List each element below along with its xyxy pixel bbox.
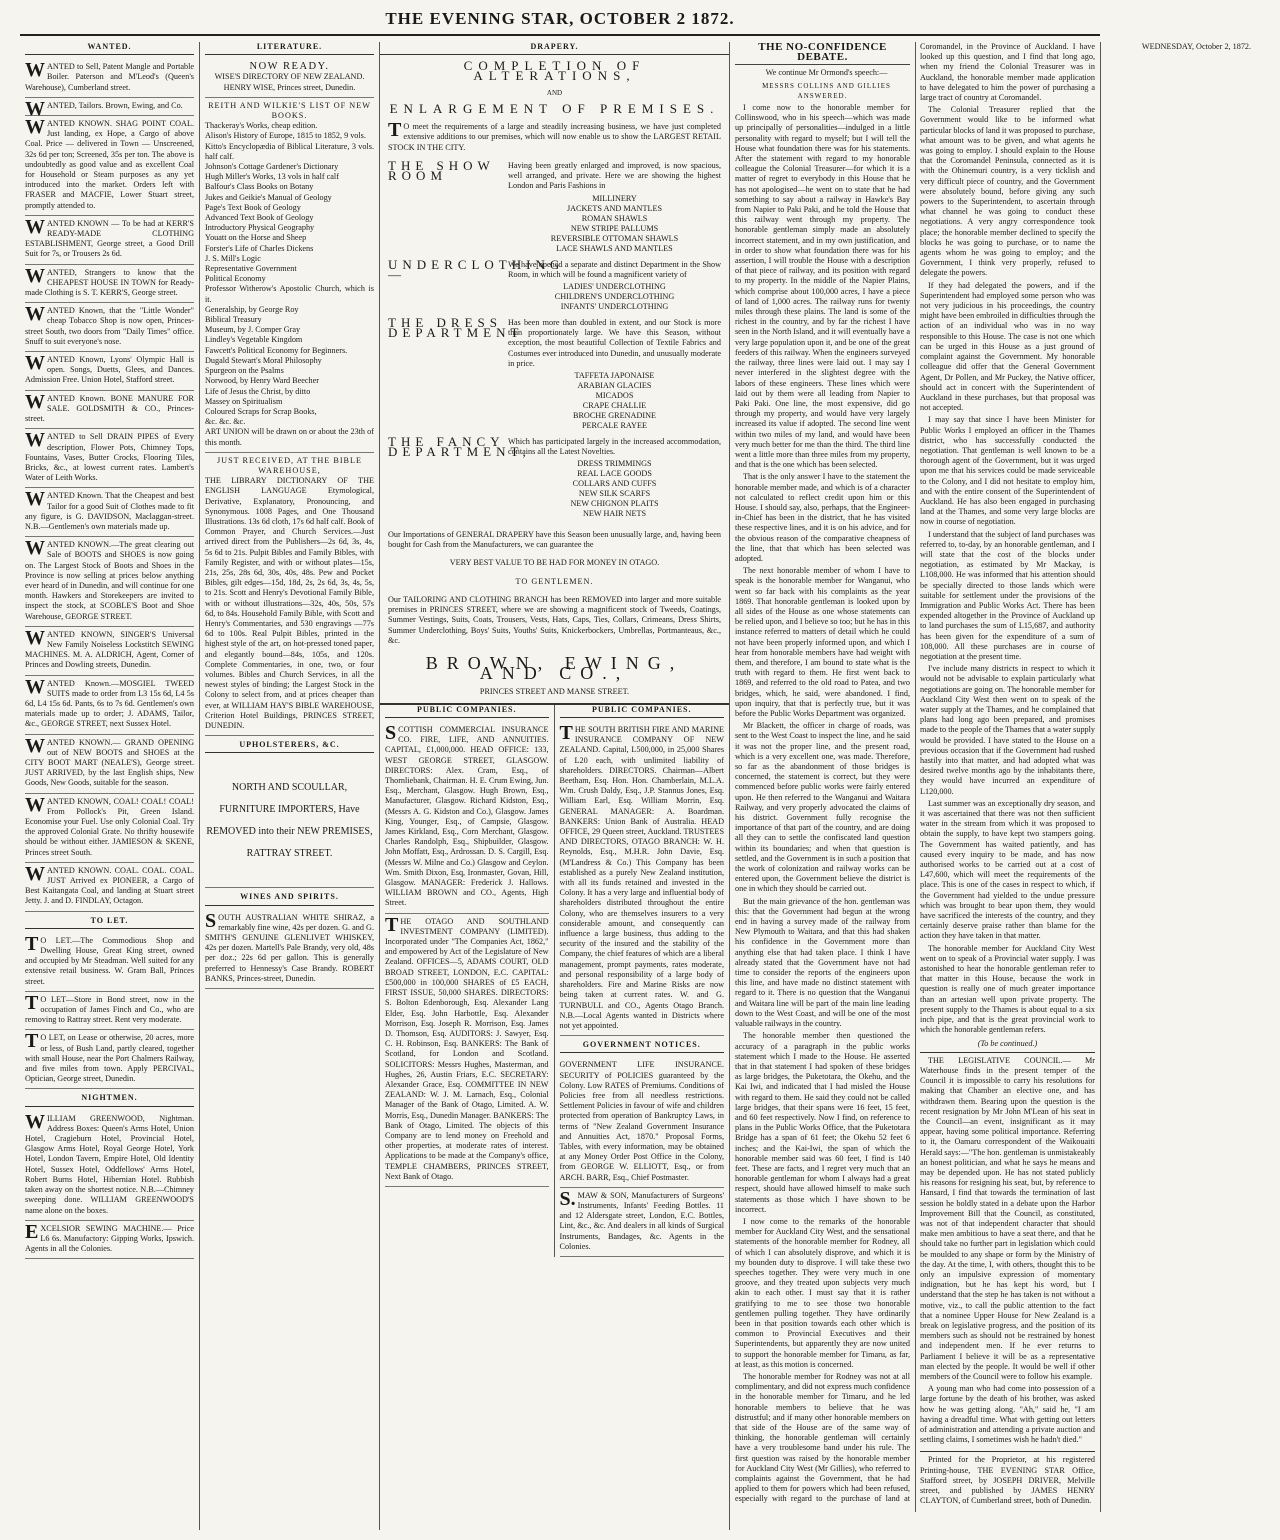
list-item: NEW SILK SCARFS — [578, 489, 651, 499]
list-item: COLLARS AND CUFFS — [572, 479, 657, 489]
book-item: Dugald Stewart's Moral Philosophy — [205, 355, 322, 365]
debate-paragraph: That is the only answer I have to the statement the honorable member made, and which is of a character not calculated to reflect credit upon him or this House. I should say, also, perhaps, that the Engineer-in-Chief has been in the district, that he has visited these respective lines, and it is on his advice, and for the obvious reason of the comparative cheapness of the line, that that which has been selected was adopted. — [735, 472, 910, 563]
book-item: Page's Text Book of Geology — [205, 202, 301, 212]
list-item: ARABIAN GLACIES — [577, 381, 652, 391]
book-item: Spurgeon on the Psalms — [205, 366, 284, 376]
list-item: INFANTS' UNDERCLOTHING — [560, 302, 669, 312]
wanted-ad: WANTED KNOWN. COAL. COAL. COAL. JUST Arrived ex PIONEER, a Cargo of Best Kaitangata Coal, and landing at Stuart street Jetty. J. and D. FINDLAY, Octagon. — [25, 863, 194, 912]
underclothing-list — [508, 282, 721, 312]
upholsterers-heading: UPHOLSTERERS, &C. — [205, 740, 374, 753]
to-let-ad: TO LET, on Lease or otherwise, 20 acres, more or less, of Bush Land, partly cleared, together with small House, near the Port Chalmers Railway, and five miles from town. Apply PERCIVAL, Optician, George street, Dunedin. — [25, 1030, 194, 1089]
book-item: Life of Jesus the Christ, by ditto — [205, 386, 311, 396]
public-companies — [380, 705, 729, 1257]
wanted-ad: WANTED to Sell DRAIN PIPES of Every description, Flower Pots, Chimney Tops, Fountains, Vases, Butter Crocks, Flooring Tiles, Bricks, &c., at lowest current rates. Lambert's Water of Leith Works. — [25, 429, 194, 488]
list-item: DRESS TRIMMINGS — [577, 459, 652, 469]
young-man-item: A young man who had come into possession of a large fortune by the death of his brother, was asked how he was getting along. "Ah," said he, "I am having a dreadful time. What with getting out letters of administration and attending a private auction and settling claims, I sometimes wish he hadn't died." — [920, 1384, 1095, 1445]
debate-title: THE NO-CONFIDENCE DEBATE. — [735, 42, 910, 65]
book-item: Johnson's Cottage Gardener's Dictionary — [205, 162, 339, 172]
reith-wilkie-ad: REITH AND WILKIE'S LIST OF NEW BOOKS. Thackeray's Works, cheap edition. Alison's History of Europe, 1815 to 1852, 9 vols. Kitto's Encyclopædia of Biblical Literature, 3 vols. half calf. Johnson's Cottage Gardener's Dictionary Hugh Miller's Works, 13 vols in half calf Balfour's Class Books on Botany Jukes and Geikie's Manual of Geology Page's Text Book of Geology Advanced Text Book of Geology Introductory Physical Geography Youatt on the Horse and Sheep Forster's Life of Charles Dickens J. S. Mill's Logic Representative Government Political Economy Professor Witherow's Apostolic Church, which is it. Generalship, by George Roy Biblical Treasury Museum, by J. Comper Gray Lindley's Vegetable Kingdom Fawcett's Political Economy for Beginners. Dugald Stewart's Moral Philosophy Spurgeon on the Psalms Norwood, by Henry Ward Beecher Life of Jesus the Christ, by ditto Massey on Spiritualism Coloured Scraps for Scrap Books, &c. &c. &c. ART UNION will be drawn on or about the 23th of this month. — [205, 98, 374, 453]
book-item: Representative Government — [205, 264, 297, 274]
drapery-intro: TO meet the requirements of a large and steadily increasing business, we have just completed extensive additions to our premises, which will now enable us to show the LARGEST RETAIL STOCK IN THE CITY. — [388, 119, 721, 152]
wise-directory-ad: NOW READY. WISE'S DIRECTORY OF NEW ZEALAND. HENRY WISE, Princes street, Dunedin. — [205, 59, 374, 98]
government-life-ad: GOVERNMENT LIFE INSURANCE. SECURITY of POLICIES guaranteed by the Colony. Low RATES of Premiums. Conditions of Policies free from all needless restrictions. Settlement Policies in favour of wife and children protected from operation of Bankruptcy Laws, in terms of "New Zealand Government Insurance and Annuities Act, 1870." Proposal Forms, Tables, with every information, may be obtained at any Money Order Post Office in the Colony, from GEORGE W. ELLIOTT, Esq., or from ARCH. BARR, Esq., Chief Postmaster. — [560, 1057, 725, 1187]
list-item: BROCHE GRENADINE — [572, 411, 656, 421]
south-british-ad: THE SOUTH BRITISH FIRE AND MARINE INSURANCE COMPANY OF NEW ZEALAND. Capital, L500,000, in 25,000 Shares of L20 each, with unlimited liability of shareholders. DIRECTORS. Chairman—Albert Beetham, Esq. Hon. Hon. Chamberlain, M.L.A. Wm. Crush Daldy, Esq., J.P. Stannus Jones, Esq. William Earl, Esq. William Morrin, Esq. GENERAL MANAGER: A. Boardman. BANKERS: Union Bank of Australia. HEAD OFFICE, 29 Queen street, Auckland. TRUSTEES AND DIRECTORS, OTAGO BRANCH: W. H. Reynolds, Esq., M.H.R. John Davie, Esq. (M'Landress & Co.) This Company has been established as a purely New Zealand institution, with all its funds retained and invested in the Colony. It has a very large and influential body of shareholders distributed throughout the entire Colony, who are themselves insurers to a very considerable amount, and consequently can influence a large business, thus adding to the security of the insured and the stability of the Company, the chief features of which are a liberal management, prompt payments, rates moderate, and personal responsibility of a large body of shareholders. Fire and Marine Risks are now being taken at current rates. W. and G. TURNBULL and CO., Agents Otago Branch. N.B.—Local Agents wanted in Districts where not yet appointed. — [560, 722, 725, 1036]
book-item: Hugh Miller's Works, 13 vols in half calf — [205, 172, 339, 182]
debate-paragraph: I've include many districts in respect to which it would not be advisable to explain particularly what negotiations are going on. The honorable member for Auckland City West then went on to speak of the water supply at the Thames, and he complained that plans had long ago been prepared, and promises made to the people of the Thames that a water supply would be provided. I have stated to the House on a previous occasion that if the Government had rushed hastily into that matter, and had adopted what was desired twelve months ago by the inhabitants there, they would have incurred an expenditure of L120,000. — [920, 664, 1095, 796]
wanted-ad: WANTED, Strangers to know that the CHEAPEST HOUSE IN TOWN for Ready-made Clothing is S. T. KERR'S, George street. — [25, 265, 194, 304]
debate-paragraph: The next honorable member of whom I have to speak is the honorable member for Wanganui, who went so far back with his complaints as the year 1869. That honorable gentleman is looked upon by all sides of the House as one whose statements can be relied upon, and I believe so too; but he has in this instance referred to matters of detail which he could not have been properly informed upon, and which I hear from honorable members have had weight with them, and therefore, I am bound to state what is the truth with regard to them. He first went back to 1869, and referred to the old road to Patea, and two bridges, which, he said, were abandoned. I find, upon inquiry, that that is perfectly true, but it was before the Public Works Department was organized. — [735, 566, 910, 718]
masthead: THE EVENING STAR, OCTOBER 2 1872. — [385, 9, 735, 28]
debate-paragraph: I now come to the remarks of the honorable member for Auckland City West, and the sensational statements of the honorable member for Rodney, all of which I can absolutely disprove, and which it is my bounden duty to disprove. I will take these two speeches together. They were very much in one groove, and they treated upon subjects very much akin to each other. I must say that it is rather gratifying to me to see those two honorable gentlemen pulling together. They have ordinarily been in that position towards each other which is common to Provincial Executives and their Superintendents, but apparently they are now united to support the honorable member for Timaru, as far, at least, as this motion is concerned. — [735, 1216, 910, 1369]
imprint-date: WEDNESDAY, October 2, 1872. — [1141, 42, 1252, 51]
column-literature — [200, 42, 380, 1530]
book-item: Lindley's Vegetable Kingdom — [205, 335, 303, 345]
book-item: Jukes and Geikie's Manual of Geology — [205, 192, 332, 202]
book-item: Coloured Scraps for Scrap Books, — [205, 406, 317, 416]
value-line: VERY BEST VALUE TO BE HAD FOR MONEY IN OTAGO. — [449, 558, 660, 568]
debate-paragraph: The Colonial Treasurer replied that the Government would like to be informed what particular blocks of land it was proposed to purchase, what amount was to be given, and what agents he was going to employ. I should explain to the House that the Coromandel Peninsula, connected as it is with the Ohinemuri country, is a very ticklish and very difficult piece of country, and the Government were absolutely bound, before giving any such powers to the Superintendent, to ascertain through what channel he was going to conduct these negotiations. A very angry correspondence took place; the honorable member declined to specify the blocks he was going to purchase, or to name the agents whom he was going to employ; and the Government, I think very properly, refused to delegate the powers. — [920, 105, 1095, 278]
legislative-council-item: THE LEGISLATIVE COUNCIL.— Mr Waterhouse finds in the present temper of the Council it is impossible to carry his resolutions for making that Chamber an elective one, and has withdrawn them. Bearing upon the question is the recent resignation by Mr John M'Lean of his seat in the Council—an event, insignificant as it may appear, having some political importance. Referring to it, the Oamaru correspondent of the Waikouaiti Herald says:—"The hon. gentleman is unmistakeably an honest politician, and what he says he means and may be depended upon. He has not stated publicly his reasons for resigning his seat, but, by reference to Hansard, I find that towards the termination of last session he boldly stated in a debate upon the Harbor Improvement Bill that the Council, as constituted, was not of that independent character that should make men ambitious to have a seat there, and that he should take no further part in legislation which could be moulded to any shape or form by the Ministry of the day. At the time, I, with others, thought this to be only an impulsive expression of momentary indignation, but he has kept his word, but I understand that the step he has taken is not without a motive, viz., to call the public attention to the fact that a nominee Upper House for New Zealand is a break on legislative progress, and the position of its members such as should not be restrained by honest and independent men. If he ever returns to Parliament I believe it will be as a representative man elected by the people. It would be well if other members of the Council were to follow his example. — [920, 1055, 1095, 1381]
north-scoullar-ad: NORTH AND SCOULLAR, FURNITURE IMPORTERS, Have REMOVED into their NEW PREMISES, RATTRAY STREET. — [205, 757, 374, 888]
otago-southland-ad: THE OTAGO AND SOUTHLAND INVESTMENT COMPANY (LIMITED). Incorporated under "The Companies Act, 1862," and empowered by Act of the Legislature of New Zealand. OFFICES—5, ADAMS COURT, OLD BROAD STREET, LONDON, E.C. CAPITAL: £500,000 in 100,000 SHARES of £5 EACH, FIRST ISSUE, 50,000 SHARES. DIRECTORS: S. Bolton Edenborough, Esq. Alexander Lang Elder, Esq. John Harbottle, Esq. Alexander Morrison, Esq. Joseph R. Morrison, Esq. James D. Thomson, Esq. AUDITORS: J. Sawyer, Esq. C. H. Robinson, Esq. BANKERS: The Bank of Scotland, for London and Scotland. SOLICITORS: Messrs Hughes, Masterman, and Hughes, 26, Austin Friars, E.C. SECRETARY: Alexander Grace, Esq. COMMITTEE IN NEW ZEALAND: W. J. M. Larnach, Esq., Colonial Manager of the Bank of Otago, Limited. A. W. Morris, Esq., Dunedin Manager. BANKERS: The Bank of Otago, Limited. The objects of this Company are to lend money on Freehold and other properties, at moderate rates of interest. Applications to be made at the Company's office, TEMPLE CHAMBERS, PRINCES STREET, Next Bank of Otago. — [385, 914, 549, 1187]
book-item: Massey on Spiritualism — [205, 396, 283, 406]
wanted-heading: WANTED. — [25, 42, 194, 55]
imprint: Printed for the Proprietor, at his registered Printing-house, THE EVENING STAR Office, Stafford street, by JOSEPH DRIVER, Melville street, and published by JAMES HENRY CLAYTON, of Cumberland street, both of Dunedin. WEDNESDAY, October 2, 1872. — [920, 42, 1280, 1512]
importations: Our Importations of GENERAL DRAPERY have this Season been unusually large, and, having been bought for Cash from the Manufacturers, we can guarantee the — [388, 529, 721, 549]
book-item: J. S. Mill's Logic — [205, 253, 261, 263]
to-let-ads — [25, 933, 194, 1090]
art-union-note: ART UNION will be drawn on or about the 23th of this month. — [205, 427, 374, 447]
columns — [20, 41, 1252, 1530]
bible-warehouse-ad: JUST RECEIVED, AT THE BIBLE WAREHOUSE, THE LIBRARY DICTIONARY OF THE ENGLISH LANGUAGE Etymological, Derivative, Explanatory, Pronouncing, and Synonymous. 1008 Pages, and One Thousand Illustrations. 13s 6d cloth, 17s 6d half calf. Book of Common Prayer, and Church Services.—Just arrived direct from the Publishers—2s 6d, 3s, 4s, 5s 6d to 21s. Pulpit Bibles and Family Bibles, with Family Register, and with or without plates—15s, 21s, 25s, 28s 6d, 30s, 40s, 48s. Pew and Pocket Bibles, gilt edges—15d, 18d, 2s, 2s 6d, 3s, 4s, 5s, to 21s. Scott and Henry's Devotional Family Bible, with or without illustrations—32s, 40s, 50s, 57s 6d, to 84s. Household Family Bible, with Scott and Henry's Commentaries, and 530 engravings —77s 6d to 100s. Real Pulpit Bibles, printed in the highest style of the art, on hot-pressed toned paper, and elegantly bound—84s, 105s, and 120s. Complete Commentaries, in one, two, or four volumes. Bibles and Church Services, in all the newest styles of binding; the Largest Stock in the Colony to select from, and at prices cheaper than ever, at WILLIAM HAY'S BIBLE WAREHOUSE, Criterion Hotel Buildings, PRINCES STREET, DUNEDIN. — [205, 453, 374, 736]
book-item: Museum, by J. Comper Gray — [205, 325, 301, 335]
fancy-list — [508, 459, 721, 519]
dress-list — [508, 371, 721, 431]
tailoring: Our TAILORING AND CLOTHING BRANCH has been REMOVED into larger and more suitable premises in PRINCES STREET, where we are showing a magnificent stock of Tweeds, Coatings, Summer Vestings, Suits, Coats, Trousers, Vests, Hats, Caps, Ties, Collars, Crimeans, Dress Shirts, Summer Underclothing, Boys' Suits, Youths' Suits, Knickerbockers, Umbrellas, Portmanteaus, &c., &c. — [388, 595, 721, 645]
literature-heading: LITERATURE. — [205, 42, 374, 55]
book-item: Introductory Physical Geography — [205, 223, 315, 233]
debate-paragraph: Last summer was an exceptionally dry season, and it was ascertained that there was not then sufficient water in the stream from which it was proposed to obtain the supply, to have kept two stampers going. The Government has waited patiently, and has caused every inquiry to be made, and has now authorised works to be carried out at a cost of L47,600, which will meet the requirements of the place. This is one of the cases in respect to which, if the Government had yielded to the undue pressure which was brought to bear upon them, they would have sacrificed the interests of the country, and they certainly deserve praise rather than blame for the action they have taken in that matter. — [920, 798, 1095, 941]
to-let-heading: TO LET. — [25, 916, 194, 929]
book-item: Thackeray's Works, cheap edition. — [205, 121, 318, 131]
scottish-commercial-ad: SCOTTISH COMMERCIAL INSURANCE CO. FIRE, LIFE, AND ANNUITIES. CAPITAL, £1,000,000. HEAD OFFICE: 133, WEST GEORGE STREET, GLASGOW. DIRECTORS: Alex. Cram, Esq., of Thornliebank, Chairman. H. E. Crum Ewing, Jun. Esq., Merchant, Glasgow. Hugh Brown, Esq., Manufacturer, Glasgow. Richard Kidston, Esq., (Messrs A. G. Kidston and Co.), Glasgow. James King, Younger, Esq., of Campsie, Glasgow. James Kirkland, Esq., Corn Merchant, Glasgow. Charles Randolph, Esq., Shipbuilder, Glasgow. John Moffatt, Esq., Ardrossan. D. S. Cargill, Esq. (Messrs W. Milne and Co.) Glasgow and Ceylon. Wm. Smith Dixon, Esq, Ironmaster, Govan, Hill, Glasgow. MANAGER: Frederick J. Hallows. WILLIAM BROWN and CO., Agents, High Street. — [385, 722, 549, 914]
wanted-ad: WANTED Known, Lyons' Olympic Hall is open. Songs, Duetts, Glees, and Dances. Admission Free. Union Hotel, Stafford street. — [25, 352, 194, 391]
drapery-heading: DRAPERY. — [380, 42, 729, 55]
book-item: Generalship, by George Roy — [205, 304, 299, 314]
public-companies-right: PUBLIC COMPANIES. THE SOUTH BRITISH FIRE AND MARINE INSURANCE COMPANY OF NEW ZEALAND. Capital, L500,000, in 25,000 Shares of L20 each, with unlimited liability of shareholders. DIRECTORS. Chairman—Albert Beetham, Esq. Hon. Hon. Chamberlain, M.L.A. Wm. Crush Daldy, Esq., J.P. Stannus Jones, Esq. William Earl, Esq. William Morrin, Esq. GENERAL MANAGER: A. Boardman. BANKERS: Union Bank of Australia. HEAD OFFICE, 29 Queen street, Auckland. TRUSTEES AND DIRECTORS, OTAGO BRANCH: W. H. Reynolds, Esq., M.H.R. John Davie, Esq. (M'Landress & Co.) This Company has been established as a purely New Zealand institution, with all its funds retained and invested in the Colony. It has a very large and influential body of shareholders distributed throughout the entire Colony, who are themselves insurers to a very considerable amount, and consequently can influence a large business, thus adding to the security of the insured and the stability of the Company, the chief features of which are a liberal management, prompt payments, rates moderate, and personal responsibility of a large body of shareholders. Fire and Marine Risks are now being taken at current rates. W. and G. TURNBULL and CO., Agents Otago Branch. N.B.—Local Agents wanted in Districts where not yet appointed. GOVERNMENT NOTICES. GOVERNMENT LIFE INSURANCE. SECURITY of POLICIES guaranteed by the Colony. Low RATES of Premiums. Conditions of Policies free from all needless restrictions. Settlement Policies in favour of wife and children protected from operation of Bankruptcy Laws, in terms of "New Zealand Government Insurance and Annuities Act, 1870." Proposal Forms, Tables, with every information, may be obtained at any Money Order Post Office in the Colony, from GEORGE W. ELLIOTT, Esq., or from ARCH. BARR, Esq., Chief Postmaster. S.MAW & SON, Manufacturers of Surgeons' Instruments, Infants' Feeding Bottles. 11 and 12 Aldersgate street, London, E.C. Bottles, Lint, &c., &c. And dealers in all kinds of Surgical Instruments, Bandages, &c. Agents in the Colonies. — [555, 705, 730, 1257]
wanted-ad: WANTED to Sell, Patent Mangle and Portable Boiler. Paterson and M'Leod's (Queen's Warehouse), Cumberland street. — [25, 59, 194, 98]
wanted-ad: WANTED KNOWN.— GRAND OPENING out of NEW BOOTS and SHOES at the CITY BOOT MART (NEALE'S), George street. JUST ARRIVED, by the last English ships, New Goods, New Goods, suitable for the season. — [25, 735, 194, 794]
list-item: REVERSIBLE OTTOMAN SHAWLS — [550, 233, 679, 243]
debate-paragraph: The honorable member then questioned the accuracy of a paragraph in the public works statement which I made to the House. He asserted that in that statement I had spoken of these bridges as large bridges, the Puketotara, the Okehu, and the Kai Iwi, and indicated that I had misled the House with regard to them. He said they could not be called large bridges, that their spans were 16 feet, 15 feet, and 60 feet respectively. Now I find, on reference to plans in the Public Works Office, that the Puketotara Bridge has a span of 61 feet; the Okehu 52 feet 6 inches; and the Kai-Iwi, the span of which the honorable member said was 60 feet, I find is 140 feet. These are facts, and I regret very much that an honorable gentleman for whom I always had a great respect, should have allowed himself to make such statements as those which I have shown to be incorrect. — [735, 1031, 910, 1214]
brown-ewing-ad: COMPLETION OF ALTERATIONS, AND ENLARGEMENT OF PREMISES. TO meet the requirements of a large and steadily increasing business, we have just completed extensive additions to our premises, which will now enable us to show the LARGEST RETAIL STOCK IN THE CITY. THE SHOW ROOM Having been greatly enlarged and improved, is now spacious, well arranged, and private. Here we are showing the highest London and Paris Fashions in MILLINERY JACKETS AND MANTLES ROMAN SHAWLS NEW STRIPE PALLUMS REVERSIBLE OTTOMAN SHAWLS LACE SHAWLS AND MANTLES UNDERCLOTHING— We have opened a separate and distinct Department in the Show Room, in which will be found a magnificent variety of LADIES' UNDERCLOTHING CHILDREN'S UNDERCLOTHING INFANTS' UNDERCLOTHING THE DRESS DEPARTMENT Has been more than doubled in extent, and our Stock is more than proportionately large. We have this Season, without exception, the most beautiful Collection of Textile Fabrics and Costumes ever introduced into Dunedin, and unusually moderate in price. TAFFETA JAPONAISE ARABIAN GLACIES MICADOS CRAPE CHALLIE BROCHE GRENADINE PERCALE RAYEE THE FANCY DEPARTMENT, Which has participated largely in the increased accommodation, contains all the Latest Novelties. DRESS TRIMMINGS REAL LACE GOODS COLLARS AND CUFFS NEW SILK SCARFS NEW CHIGNON PLAITS NEW HAIR NETS Our Importations of GENERAL DRAPERY have this Season been unusually large, and, having been bought for Cash from the Manufacturers, we can guarantee the VERY BEST VALUE TO BE HAD FOR MONEY IN OTAGO. TO GENTLEMEN. Our TAILORING AND CLOTHING BRANCH has been REMOVED into larger and more suitable premises in PRINCES STREET, where we are showing a magnificent stock of Tweeds, Coatings, Summer Vestings, Suits, Coats, Trousers, Vests, Hats, Caps, Ties, Collars, Crimeans, Dress Shirts, Summer Underclothing, Boys' Suits, Youths' Suits, Knickerbockers, Umbrellas, Portmanteaus, &c., &c. BROWN, EWING, AND CO., PRINCES STREET AND MANSE STREET. — [380, 61, 729, 705]
list-item: NEW HAIR NETS — [582, 509, 647, 519]
wines-heading: WINES AND SPIRITS. — [205, 892, 374, 905]
list-item: NEW CHIGNON PLAITS — [570, 499, 659, 509]
debate-paragraph: The honorable member for Rodney was not at all complimentary, and did not express much confidence in the honorable member for Timaru, and he led honorable members to believe that he was distrustful; and if many other honorable members on that side of the House are of the same way of thinking, the honorable gentleman will certainly have a very troublesome band under his rule. The first question was raised by the honorable member for Auckland City West (Mr Gillies), who referred to complaints against the Government, that he had applied to them for powers which had been refused, especially with regard to the purchase of land at Coromandel, in the Province of Auckland. I have looked up this question, and I find that long ago, when my friend the Colonial Treasurer was in Auckland, the honorable member made application to have delegated to him the power of purchasing a large tract of country at Coromandel. — [735, 42, 1095, 1504]
masthead-rule — [20, 34, 1100, 36]
book-item: Alison's History of Europe, 1815 to 1852, 9 vols. — [205, 131, 366, 141]
public-companies-left: PUBLIC COMPANIES. SCOTTISH COMMERCIAL INSURANCE CO. FIRE, LIFE, AND ANNUITIES. CAPITAL, £1,000,000. HEAD OFFICE: 133, WEST GEORGE STREET, GLASGOW. DIRECTORS: Alex. Cram, Esq., of Thornliebank, Chairman. H. E. Crum Ewing, Jun. Esq., Merchant, Glasgow. Hugh Brown, Esq., Manufacturer, Glasgow. Richard Kidston, Esq., (Messrs A. G. Kidston and Co.), Glasgow. James King, Younger, Esq., of Campsie, Glasgow. James Kirkland, Esq., Corn Merchant, Glasgow. Charles Randolph, Esq., Shipbuilder, Glasgow. John Moffatt, Esq., Ardrossan. D. S. Cargill, Esq. (Messrs W. Milne and Co.) Glasgow and Ceylon. Wm. Smith Dixon, Esq, Ironmaster, Govan, Hill, Glasgow. MANAGER: Frederick J. Hallows. WILLIAM BROWN and CO., Agents, High Street. THE OTAGO AND SOUTHLAND INVESTMENT COMPANY (LIMITED). Incorporated under "The Companies Act, 1862," and empowered by Act of the Legislature of New Zealand. OFFICES—5, ADAMS COURT, OLD BROAD STREET, LONDON, E.C. CAPITAL: £500,000 in 100,000 SHARES of £5 EACH, FIRST ISSUE, 50,000 SHARES. DIRECTORS: S. Bolton Edenborough, Esq. Alexander Lang Elder, Esq. John Harbottle, Esq. Alexander Morrison, Esq. Joseph R. Morrison, Esq. James D. Thomson, Esq. AUDITORS: J. Sawyer, Esq. C. H. Robinson, Esq. BANKERS: The Bank of Scotland, for London and Scotland. SOLICITORS: Messrs Hughes, Masterman, and Hughes, 26, Austin Friars, E.C. SECRETARY: Alexander Grace, Esq. COMMITTEE IN NEW ZEALAND: W. J. M. Larnach, Esq., Colonial Manager of the Bank of Otago, Limited. A. W. Morris, Esq., Dunedin Manager. BANKERS: The Bank of Otago, Limited. The objects of this Company are to lend money on Freehold and other properties, at moderate rates of interest. Applications to be made at the Company's office, TEMPLE CHAMBERS, PRINCES STREET, Next Bank of Otago. — [380, 705, 555, 1257]
book-item: Youatt on the Horse and Sheep — [205, 233, 307, 243]
wanted-ad: WANTED Known. BONE MANURE FOR SALE. GOLDSMITH & CO., Princes-street. — [25, 391, 194, 430]
book-item: Advanced Text Book of Geology — [205, 213, 314, 223]
wanted-ad: WANTED KNOWN, SINGER'S Universal New Family Noiseless Lockstitch SEWING MACHINES. M. A. ALDRICH, Agent, Corner of Princes and Dowling streets, Dunedin. — [25, 627, 194, 676]
fancy-section: THE FANCY DEPARTMENT, Which has participated largely in the increased accommodation, contains all the Latest Novelties. DRESS TRIMMINGS REAL LACE GOODS COLLARS AND CUFFS NEW SILK SCARFS NEW CHIGNON PLAITS NEW HAIR NETS — [388, 434, 721, 519]
to-let-ad: TO LET—Store in Bond street, now in the occupation of James Finch and Co., who are removing to Rattray street. Rent very moderate. — [25, 992, 194, 1031]
wanted-ad: WANTED KNOWN.—The great clearing out Sale of BOOTS and SHOES is now going on. The Largest Stock of Boots and Shoes in the Province is now selling at prices below anything ever heard of in Dunedin, and will continue for one month. Hawkers and Storekeepers are invited to inspect the stock, at SCOBLE'S Boot and Shoe Warehouse, GEORGE STREET. — [25, 537, 194, 627]
book-item: Biblical Treasury — [205, 315, 262, 325]
list-item: PERCALE RAYEE — [582, 421, 647, 431]
debate-paragraph: Mr Blackett, the officer in charge of roads, was sent to the West Coast to inspect the line, and he said it was not the proper line, and the present road, which is a very excellent one, was made. Therefore, so far as the abandonment of those bridges is concerned, the statement is correct, but they were commenced before public works were fairly entered upon. He then referred to the Wanganui and Waitara Railway, and very properly advocated the claims of his district. Government fully recognise the importance of that part of the country, and are doing all they can to settle the confiscated land question within its boundaries; and when that question is settled, and the Government is in such a position that the work of colonization and railway works can be entered upon, the Government believe the district is one in which they should be carried out. — [735, 721, 910, 894]
book-item: Norwood, by Henry Ward Beecher — [205, 376, 320, 386]
nightmen-ad: WILLIAM GREENWOOD, Nightman. Address Boxes: Queen's Arms Hotel, Union Hotel, Cragieburn Hotel, Provincial Hotel, Glasgow Arms Hotel, Royal George Hotel, York Hotel, London Tavern, Empire Hotel, Old Identity Hotel, Sussex Hotel, Oddfellows' Arms Hotel, Robert Burns Hotel, Hibernian Hotel. Rubbish taken away on the shortest notice. N.B.—Chimney sweeping done. WILLIAM GREENWOOD'S name alone on the boxes. — [25, 1111, 194, 1221]
debate-paragraph: I may say that since I have been Minister for Public Works I employed an officer in the Thames district, who has successfully conducted the negotiation. That gentleman is well known to be a thorough agent of the Government, but it was urged upon me that his services could be made serviceable to the Colony, and I did not hesitate to employ him, and with the entire consent of the Superintendent of Auckland. He has also been engaged in purchasing land at the Thames, and some very large blocks are now in course of negotiation. — [920, 415, 1095, 527]
column-debate — [730, 41, 1252, 1530]
book-item: Fawcett's Political Economy for Beginners. — [205, 345, 348, 355]
column-wanted — [20, 42, 200, 1530]
wanted-ad: WANTED Known, that the "Little Wonder" cheap Tobacco Shop is now open, Princes-street South, two doors from "Daily Times" office. Snuff to suit everyone's nose. — [25, 303, 194, 352]
debate-paragraph: But the main grievance of the hon. gentleman was this: that the Government had begun at the wrong end in having a survey made of the railway from New Plymouth to Waitara, and that this had shaken his confidence in the Government more than anything else that had taken place. I think I have already stated that the Government have not had time to consider the reports of the engineers upon this line, and have made no distinct statement with regard to it. There is no question that the Wanganui and Waitara line will be part of the main line leading down to the West Coast, and will be one of the most valuable railways in the country. — [735, 896, 910, 1029]
wanted-ads — [25, 59, 194, 911]
list-item: NEW STRIPE PALLUMS — [570, 223, 659, 233]
book-item: Political Economy — [205, 274, 266, 284]
wanted-ad: WANTED KNOWN, COAL! COAL! COAL! From Pollock's Pit, Green Island. Economise your Fuel. Use only Colonial Coal. Try the approved Colonial Grate. No thrifty housewife should be without either. JAMIESON & SKENE, Princes street South. — [25, 794, 194, 863]
column-drapery — [380, 42, 730, 1530]
wanted-ad: WANTED KNOWN. SHAG POINT COAL. Just landing, ex Hope, a Cargo of above Coal. Price — delivered in Town — Unscreened, 32s 6d per ton; Screened, 35s per ton. The above is undoubtedly as good value and as excellent Coal for Household or Steam purposes as any yet introduced into the market. Orders left with FRASER and MACFIE, Lower Stuart street, promptly attended to. — [25, 116, 194, 216]
list-item: ROMAN SHAWLS — [581, 213, 648, 223]
book-item: Professor Witherow's Apostolic Church, which is it. — [205, 284, 374, 304]
underclothing-section: UNDERCLOTHING— We have opened a separate and distinct Department in the Show Room, in which will be found a magnificent variety of LADIES' UNDERCLOTHING CHILDREN'S UNDERCLOTHING INFANTS' UNDERCLOTHING — [388, 256, 721, 312]
gentlemen-head: TO GENTLEMEN. — [515, 576, 594, 586]
nightmen-heading: NIGHTMEN. — [25, 1093, 194, 1106]
book-list — [205, 121, 374, 427]
drapery-title-2: ENLARGEMENT OF PREMISES. — [389, 100, 720, 116]
debate-article: THE NO-CONFIDENCE DEBATE. We continue Mr Ormond's speech:— MESSRS COLLINS AND GILLIES ANSWERED. I come now to the honorable member for Collinswood, who in his speech—which was made up principally of personalities—indulged in a little personality with regard to myself; but I will tell the House what foundation there was for his statements. After the statement with regard to my honorable colleague the Colonial Treasurer—for which it is a matter of regret to everybody in this House that he has not apologised—he went on to state that he had something to say about a railway in Hawke's Bay from Napier to Paki Paki, and he told the House that this railway went through my property. The honorable gentleman simply made an absolutely incorrect statement, and in my own justification, and in order to show what foundation there was for his assertion, I will trouble the House with a description of that piece of railway, and its position with regard to my property. In the middle of the Napier Plains, which comprise about 100,000 acres, I have a piece of land of 1,000 acres. The railway runs for twenty miles through these plains. The land is some of the richest in the country, and by far the richest I have seen in the North Island, and it will eventually have a very large population upon it, and be one of the great feeders of this railway. When the engineers surveyed the railway, three lines were laid out. I may say I never interfered in the slightest degree with the labors of these engineers. These lines which were laid out by them were all leading from Napier to Paki Paki. One line, the most expensive, did go through my property, and would have very largely increased its value if adopted. The second line went within two miles of my land, and would have been very much better for me than the third. The third line went a little more than three miles from my property, and that is the one which has been selected. That is the only answer I have to the statement the honorable member made, and which is of a character not calculated to reflect credit upon him or this House. I should say, also, perhaps, that the Engineer-in-Chief has been in the district, that he has visited these respective lines, and it is on his advice, and for the obvious reason of the comparative cheapness of the line, that that which has been selected was adopted. The next honorable member of whom I have to speak is the honorable member for Wanganui, who went so far back with his complaints as the year 1869. That honorable gentleman is looked upon by all sides of the House as one whose statements can be relied upon, and I believe so too; but he has in this instance referred to matters of detail which he could not have been properly informed upon, and which I hear from honorable members have had weight with them, and therefore, I am bound to state what is the truth with regard to them. He first went back to 1869, and referred to the old road to Patea, and two bridges, which, he said, were abandoned. I find, upon inquiry, that that is perfectly true, but it was before the Public Works Department was organized. Mr Blackett, the officer in charge of roads, was sent to the West Coast to inspect the line, and he said it was not the proper line, and the present road, which is a very excellent one, was made. Therefore, so far as the abandonment of those bridges is concerned, the statement is correct, but they were commenced before public works were fairly entered upon. He then referred to the Wanganui and Waitara Railway, and very properly advocated the claims of his district. Government fully recognise the importance of that part of the country, and are doing all they can to settle the confiscated land question within its boundaries; and when that question is settled, and the Government is in such a position that the work of colonization and railway works can be entered upon, the Government believe the district is one in which they should be carried out. But the main grievance of the hon. gentleman was this: that the Government had begun at the wrong end in having a survey made of the railway from New Plymouth to Waitara, and that this had shaken his confidence in the Government more than anything else that had taken place. I think I have already stated that the Government have not had time to consider the reports of the engineers upon this line, and have made no distinct statement with regard to it. There is no question that the Wanganui and Waitara line will be part of the main line leading down to the West Coast, and will be one of the most valuable railways in the country. The honorable member then questioned the accuracy of a paragraph in the public works statement which I made to the House. He asserted that in that statement I had spoken of these bridges as large bridges, the Puketotara, the Okehu, and the Kai Iwi, and indicated that I had misled the House with regard to them. He said they could not be called large bridges, that their spans were 16 feet, 15 feet, and 60 feet respectively. Now I find, on reference to plans in the Public Works Office, that the Puketotara Bridge has a span of 61 feet; the Okehu 52 feet 6 inches; and the Kai-Iwi, the span of which the honorable member said was 60 feet, I find is 140 feet. These are facts, and I regret very much that an honorable gentleman for whom I always had a great respect, should have allowed himself to make such statements as those which I have shown to be incorrect. I now come to the remarks of the honorable member for Auckland City West, and the sensational statements of the honorable member for Rodney, all of which I can absolutely disprove, and which it is my bounden duty to disprove. I will take these two speeches together. They were very much in one groove, and they treated upon subjects very much akin to each other. I must say that it is rather gratifying to me to see those two honorable gentlemen pulling together. They have ordinarily been in that position towards each other which is common to Provincial Executives and their Superintendents, but apparently they are now united to support the honorable member for Timaru, as far, at least, as this motion is concerned. The honorable member for Rodney was not at all complimentary, and did not express much confidence in the honorable member for Timaru, and he led honorable members to believe that he was distrustful; and if many other honorable members on that side of the House are of the same way of thinking, the honorable gentleman will certainly have a very troublesome band under his rule. The first question was raised by the honorable member for Auckland City West (Mr Gillies), who referred to complaints against the Government, that he had applied to them for powers which had been refused, especially with regard to the purchase of land at Coromandel, in the Province of Auckland. I have looked up this question, and I find that long ago, when my friend the Colonial Treasurer was in Auckland, the honorable member made application to have delegated to him the power of purchasing a large tract of country at Coromandel. The Colonial Treasurer replied that the Government would like to be informed what particular blocks of land it was proposed to purchase, what amount was to be given, and what agents he was going to employ. I should explain to the House that the Coromandel Peninsula, connected as it is with the Ohinemuri country, is a very ticklish and very difficult piece of country, and the Government were absolutely bound, before giving any such powers to the Superintendent, to ascertain through what channel he was going to conduct these negotiations. A very angry correspondence took place; the honorable member declined to specify the blocks he was going to purchase, or to name the agents whom he was going to employ; and the Government, I think very properly, refused to delegate the powers. If they had delegated the powers, and if the Superintendent had employed some person who was not very judicious in his proceedings, the country might have been embroiled in difficulties through the action of an individual who was in no way responsible to this House. The case is not one which can be urged in this House as a just ground of complaint against the Government. My honorable colleague did offer that the General Government Agent, Dr Pollen, and Mr Puckey, the Native officer, should act in concert with the Superintendent of Auckland in these purchases, but that proposal was not accepted. I may say that since I have been Minister for Public Works I employed an officer in the Thames district, who has successfully conducted the negotiation. That gentleman is well known to be a thorough agent of the Government, but it was urged upon me that his services could be made serviceable to the Colony, and I did not hesitate to employ him, and with the entire consent of the Superintendent of Auckland. He has also been engaged in purchasing land at the Thames, and some very large blocks are now in course of negotiation. I understand that the subject of land purchases was referred to, to-day, by an honorable gentleman, and I will state that the cost of the blocks under negotiation, as estimated by Mr Mackay, is L108,000. He was informed that his attention should be specially directed to those lands which were suitable for settlement under the provisions of the Immigration and Public Works Act. There has been expended altogether in the Province of Auckland up to land purchases the sum of L15,687, and authority has been given for the expenditure of a sum of 108,000. All these purchases are in course of negotiation at the present time. I've include many districts in respect to which it would not be advisable to explain particularly what negotiations are going on. The honorable member for Auckland City West then went on to speak of the water supply at the Thames, and he complained that plans had long ago been prepared, and promises made to the people of the Thames that a water supply would be provided. I have stated to the House on a previous occasion that if the Government had rushed hastily into that matter, and had adopted what was desired twelve months ago by the inhabitants there, they would have incurred an expenditure of L120,000. Last summer was an exceptionally dry season, and it was ascertained that there was not then sufficient water in the stream from which it was proposed to obtain the supply, to have kept two stampers going. The Government has waited patiently, and has caused every inquiry to be made, and has now authorised works to be carried out at a cost of L47,600, which will meet the requirements of the place. This is one of the cases in respect to which, if the Government had yielded to the undue pressure which was brought to bear upon them, they would have sacrificed the interests of the country, and they certainly deserve praise rather than blame for the action they have taken in that matter. The honorable member for Auckland City West went on to speak of a Provincial water supply. I was astonished to hear the honorable gentleman refer to that matter in this House, because the work in question is really one of much greater importance than an artesian well upon private property. The present supply to the Thames is about equal to a six inch pipe, and that is the great provincial work to which the honorable gentleman refers. (To be continued.) THE LEGISLATIVE COUNCIL.— Mr Waterhouse finds in the present temper of the Council it is impossible to carry his resolutions for making that Chamber an elective one, and has withdrawn them. Bearing upon the question is the recent resignation by Mr John M'Lean of his seat in the Council—an event, insignificant as it may appear, having some political importance. Referring to it, the Oamaru correspondent of the Waikouaiti Herald says:—"The hon. gentleman is unmistakeably an honest politician, and what he says he means and may be depended upon. He has not stated publicly his reasons for resigning his seat, but, by reference to Hansard, I find that towards the termination of last session he boldly stated in a debate upon the Harbor Improvement Bill that the Council, as constituted, was not of that independent character that should make men ambitious to have a seat there, and that he should take no further part in legislation which could be moulded to any shape or form by the Ministry of the day. At the time, I, with others, thought this to be only an impulsive expression of momentary indignation, but he has kept his word, but I understand that the step he has taken is not without a motive, viz., to call the public attention to the fact that a nominee Upper House for New Zealand is a break on legislative progress, and the position of its members such as should not be restrained by honest and independent men. If he ever returns to Parliament I believe it will be as a representative man elected by the people. It would be well if other members of the Council were to follow his example. A young man who had come into possession of a large fortune by the death of his brother, was asked how he was getting along. "Ah," said he, "I am having a dreadful time. What with getting out letters of administration and attending a private auction and settling claims, I sometimes wish he hadn't died." Printed for the Proprietor, at his registered Printing-house, THE EVENING STAR Office, Stafford street, by JOSEPH DRIVER, Melville street, and published by JAMES HENRY CLAYTON, of Cumberland street, both of Dunedin. WEDNESDAY, October 2, 1872. — [735, 42, 1095, 1512]
list-item: REAL LACE GOODS — [577, 469, 652, 479]
wanted-ad: WANTED, Tailors. Brown, Ewing, and Co. — [25, 98, 194, 116]
drapery-title-1: COMPLETION OF ALTERATIONS, — [463, 58, 646, 84]
to-be-continued: (To be continued.) — [977, 1038, 1038, 1048]
debate-paragraph: I come now to the honorable member for Collinswood, who in his speech—which was made up principally of personalities—indulged in a little personality with regard to myself; but I will tell the House what foundation there was for his statements. After the statement with regard to my honorable colleague the Colonial Treasurer—for which it is a matter of regret to everybody in this House that he has not apologised—he went on to state that he had something to say about a railway in Hawke's Bay from Napier to Paki Paki, and he told the House that this railway went through my property. The honorable gentleman simply made an absolutely incorrect statement, and in my own justification, and in order to show what foundation there was for his assertion, I will trouble the House with a description of that piece of railway, and its position with regard to my property. In the middle of the Napier Plains, which comprise about 100,000 acres, I have a piece of land of 1,000 acres. The railway runs for twenty miles through these plains. The land is some of the richest in the country, and by far the richest I have seen in the North Island, and it will eventually have a very large population upon it, and be one of the great feeders of this railway. When the engineers surveyed the railway, three lines were laid out. I may say I never interfered in the slightest degree with the labors of these engineers. These lines which were laid out by them were all leading from Napier to Paki Paki. One line, the most expensive, did go through my property, and would have very largely increased its value if adopted. The second line went within two miles of my land, and would have been very much better for me than the third. The third line went a little more than three miles from my property, and that is the one which has been selected. — [735, 103, 910, 470]
list-item: TAFFETA JAPONAISE — [574, 371, 655, 381]
book-item: &c. &c. &c. — [205, 417, 246, 427]
wanted-ad: WANTED Known. That the Cheapest and best Tailor for a good Suit of Clothes made to fit any figure, is G. DAVIDSON, Maclaggan-street. N.B.—Gentlemen's own materials made up. — [25, 488, 194, 537]
list-item: MILLINERY — [592, 193, 637, 203]
list-item: JACKETS AND MANTLES — [566, 203, 663, 213]
debate-paragraph: I understand that the subject of land purchases was referred to, to-day, by an honorable gentleman, and I will state that the cost of the blocks under negotiation, as estimated by Mr Mackay, is L108,000. He was informed that his attention should be specially directed to those lands which were suitable for settlement under the provisions of the Immigration and Public Works Act. There has been expended altogether in the Province of Auckland up to land purchases the sum of L15,687, and authority has been given for the expenditure of a sum of 108,000. All these purchases are in course of negotiation at the present time. — [920, 529, 1095, 661]
wines-ad: SOUTH AUSTRALIAN WHITE SHIRAZ, a remarkably fine wine, 42s per dozen. G. and G. SMITH'S GENUINE GLENLIVET WHISKEY, 42s per dozen. Martell's Pale Brandy, very old, 48s per doz.; 22s 6d per gallon. This is generally preferred to Hennessy's Case Brandy. ROBERT BANKS, Princes-street, Dunedin. — [205, 910, 374, 989]
firm-name: BROWN, EWING, AND CO., — [425, 653, 684, 684]
to-let-ad: TO LET.—The Commodious Shop and Dwelling House, Great King street, owned and occupied by Mr Steadman. Well suited for any extensive retail business. W. Gram Ball, Princes street. — [25, 933, 194, 992]
wanted-ad: WANTED Known.—MOSGIEL TWEED SUITS made to order from L3 15s 6d, L4 5s 6d, L4 15s 6d. Pants, 6s to 7s 6d. Gentlemen's own materials made up to order; J. ADAMS, Tailor, &c., GEORGE STREET, next Sussex Hotel. — [25, 676, 194, 735]
dress-section: THE DRESS DEPARTMENT Has been more than doubled in extent, and our Stock is more than proportionately large. We have this Season, without exception, the most beautiful Collection of Textile Fabrics and Costumes ever introduced into Dunedin, and unusually moderate in price. TAFFETA JAPONAISE ARABIAN GLACIES MICADOS CRAPE CHALLIE BROCHE GRENADINE PERCALE RAYEE — [388, 315, 721, 431]
debate-paragraph: If they had delegated the powers, and if the Superintendent had employed some person who was not very judicious in his proceedings, the country might have been embroiled in difficulties through the action of an individual who was in no way responsible to this House. The case is not one which can be urged in this House as a just ground of complaint against the Government. My honorable colleague did offer that the General Government Agent, Dr Pollen, and Mr Puckey, the Native officer, should act in concert with the Superintendent of Auckland in these purchases, but that proposal was not accepted. — [920, 280, 1095, 413]
book-item: Balfour's Class Books on Botany — [205, 182, 314, 192]
book-item: Kitto's Encyclopædia of Biblical Literature, 3 vols. half calf. — [205, 141, 374, 161]
list-item: LACE SHAWLS AND MANTLES — [556, 243, 673, 253]
debate-paragraph: The honorable member for Auckland City West went on to speak of a Provincial water supply. I was astonished to hear the honorable gentleman refer to that matter in this House, because the work in question is really one of much greater importance than an artesian well upon private property. The present supply to the Thames is about equal to a six inch pipe, and that is the great provincial work to which the honorable gentleman refers. — [920, 943, 1095, 1035]
maw-son-ad: S.MAW & SON, Manufacturers of Surgeons' Instruments, Infants' Feeding Bottles. 11 and 12 Aldersgate street, London, E.C. Bottles, Lint, &c., &c. And dealers in all kinds of Surgical Instruments, Bandages, &c. Agents in the Colonies. — [560, 1188, 725, 1257]
show-room-section: THE SHOW ROOM Having been greatly enlarged and improved, is now spacious, well arranged, and private. Here we are showing the highest London and Paris Fashions in MILLINERY JACKETS AND MANTLES ROMAN SHAWLS NEW STRIPE PALLUMS REVERSIBLE OTTOMAN SHAWLS LACE SHAWLS AND MANTLES — [388, 158, 721, 253]
book-item: Forster's Life of Charles Dickens — [205, 243, 314, 253]
excelsior-ad: EXCELSIOR SEWING MACHINE.— Price L6 6s. Manufactory: Gipping Works, Ipswich. Agents in all the Colonies. — [25, 1221, 194, 1260]
firm-address: PRINCES STREET AND MANSE STREET. — [479, 686, 630, 696]
show-room-list — [508, 194, 721, 254]
list-item: CRAPE CHALLIE — [582, 401, 647, 411]
list-item: CHILDREN'S UNDERCLOTHING — [554, 292, 675, 302]
list-item: MICADOS — [595, 391, 634, 401]
list-item: LADIES' UNDERCLOTHING — [563, 282, 666, 292]
wanted-ad: WANTED KNOWN — To be had at KERR'S READY-MADE CLOTHING ESTABLISHMENT, George street, a Good Drill Suit for 7s, or Trousers 2s 6d. — [25, 216, 194, 265]
